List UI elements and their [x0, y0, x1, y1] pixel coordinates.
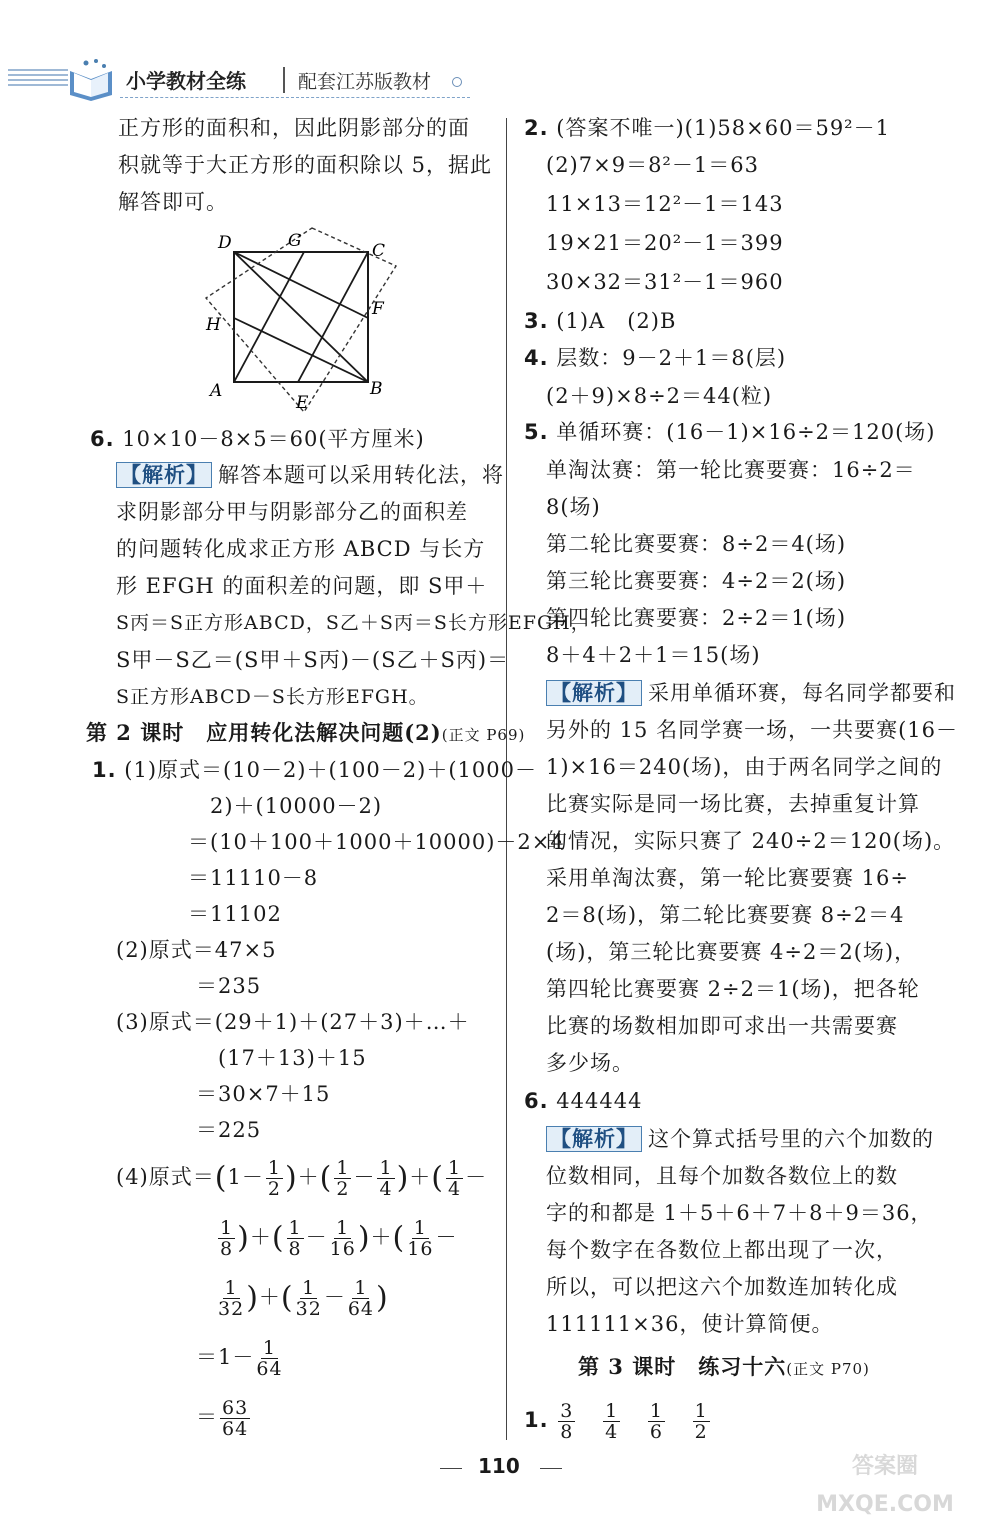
q4-line-1	[524, 343, 786, 373]
q6-left-answer: 10×10－8×5＝60(平方厘米)	[122, 427, 425, 451]
q1-number: 1.	[92, 758, 117, 782]
q5-line-4: 第二轮比赛要赛：8÷2＝4(场)	[546, 532, 847, 556]
frac-1-32: $\frac{1}{32}$	[218, 1277, 245, 1320]
analysis-tag: 【解析】	[116, 462, 212, 488]
frac-1-2b: $\frac{1}{2}$	[336, 1157, 350, 1200]
q1-line-5: ＝11102	[188, 902, 282, 926]
q3-number: 3.	[524, 309, 549, 333]
label-f: F	[372, 299, 384, 319]
q1-part4-line-4: ＝1－ $\frac{1}{64}$	[196, 1337, 283, 1380]
q2-line-5: 30×32＝31²－1＝960	[546, 270, 784, 294]
q5-analysis-line-11: 多少场。	[546, 1051, 634, 1075]
q2-line-2: (2)7×9＝8²－1＝63	[546, 153, 759, 177]
q5-line-6: 第四轮比赛要赛：2÷2＝1(场)	[546, 606, 847, 630]
q5-analysis-line-1	[546, 678, 956, 708]
frac-1-2: $\frac{1}{2}$	[694, 1400, 708, 1443]
q5-line-2: 单淘汰赛：第一轮比赛要赛：16÷2＝	[546, 458, 916, 482]
q1-part4-line-5: ＝ $\frac{63}{64}$	[196, 1397, 249, 1440]
label-d: D	[218, 233, 232, 253]
q1-line-7: ＝235	[196, 974, 262, 998]
q5-analysis-line-8: (场)，第三轮比赛要赛 4÷2＝2(场)，	[546, 940, 917, 964]
q1-right-line	[524, 1398, 712, 1442]
lesson3-title: 第 3 课时 练习十六	[578, 1354, 787, 1379]
frac-63-64: $\frac{63}{64}$	[222, 1397, 249, 1440]
frac-1-6: $\frac{1}{6}$	[649, 1400, 663, 1443]
analysis-text: 解答本题可以采用转化法，将	[218, 463, 504, 487]
header-underline	[120, 97, 470, 98]
q1-line-6: (2)原式＝47×5	[116, 938, 277, 962]
label-e: E	[296, 393, 309, 412]
q6-left	[90, 424, 425, 454]
frac-1-8b: $\frac{1}{8}$	[288, 1217, 302, 1260]
q1-line-8: (3)原式＝(29＋1)＋(27＋3)＋…＋	[116, 1010, 470, 1034]
q5-analysis-line-3: 1)×16＝240(场)，由于两名同学之间的	[546, 755, 943, 779]
q5-line-3: 8(场)	[546, 495, 601, 519]
q2-text: (答案不唯一)(1)58×60＝59²－1	[556, 116, 890, 140]
q5-line-5: 第三轮比赛要赛：4÷2＝2(场)	[546, 569, 847, 593]
intro-line-2: 积就等于大正方形的面积除以 5，据此	[118, 153, 493, 177]
q6r-analysis-line-1	[546, 1124, 934, 1154]
q6r-analysis-line-3: 字的和都是 1＋5＋6＋7＋8＋9＝36，	[546, 1201, 933, 1225]
q2-line-4: 19×21＝20²－1＝399	[546, 231, 784, 255]
lesson2-ref: (正文 P69)	[441, 726, 526, 744]
label-a: A	[210, 381, 223, 401]
q2-number: 2.	[524, 116, 549, 140]
header-stripes	[8, 69, 68, 89]
q5-analysis-line-5: 的情况，实际只赛了 240÷2＝120(场)。	[546, 829, 956, 853]
watermark: 答案圈 MXQE.COM	[816, 1454, 954, 1517]
q3-text: (1)A (2)B	[556, 309, 677, 333]
q6-analysis-line-2: 求阴影部分甲与阴影部分乙的面积差	[116, 500, 468, 524]
frac-1-4: $\frac{1}{4}$	[605, 1400, 619, 1443]
frac-1-4: $\frac{1}{4}$	[379, 1157, 393, 1200]
q5-line-1	[524, 417, 936, 447]
frac-1-64: $\frac{1}{64}$	[347, 1277, 374, 1320]
seg-h-f	[234, 318, 368, 324]
q6r-analysis-line-5: 所以，可以把这六个加数连加转化成	[546, 1275, 898, 1299]
footer-dash-left	[440, 1468, 462, 1469]
frac-1-32b: $\frac{1}{32}$	[295, 1277, 322, 1320]
q6-left-number: 6.	[90, 427, 115, 451]
q1-part4-line-2: $\frac{1}{8}$ )＋( $\frac{1}{8}$ － $\frac{1}{16}$ )＋( $\frac{1}{16}$ －	[220, 1217, 458, 1260]
seg-h-b	[234, 318, 368, 382]
q1-part4-line-3: $\frac{1}{32}$ )＋( $\frac{1}{32}$ － $\frac{1}{64}$ )	[218, 1277, 389, 1320]
square-figure	[200, 226, 400, 412]
q6r-analysis-line-6: 111111×36，使计算简便。	[546, 1312, 834, 1336]
header-title: 小学教材全练	[126, 69, 246, 93]
q6-analysis-line-3: 的问题转化成求正方形 ABCD 与长方	[116, 537, 486, 561]
label-c: C	[372, 241, 386, 261]
analysis-text: 这个算式括号里的六个加数的	[648, 1127, 934, 1151]
q6-right-line	[524, 1086, 642, 1116]
header-dot	[452, 77, 462, 87]
seg-g-a	[234, 252, 304, 382]
header-subtitle: 配套江苏版教材	[298, 71, 432, 93]
page-header	[0, 55, 981, 105]
q1-line-11: ＝225	[196, 1118, 262, 1142]
q4-line-2: (2＋9)×8÷2＝44(粒)	[546, 384, 773, 408]
q2-line-1	[524, 113, 890, 143]
analysis-tag: 【解析】	[546, 680, 642, 706]
q1-line-1	[92, 755, 537, 785]
lesson2-title: 第 2 课时 应用转化法解决问题(2)	[86, 720, 442, 745]
q1-line-10: ＝30×7＋15	[196, 1082, 331, 1106]
page-number: 110	[478, 1454, 520, 1478]
q6r-analysis-line-2: 位数相同，且每个加数各数位上的数	[546, 1164, 898, 1188]
q5-number: 5.	[524, 420, 549, 444]
q6-right-number: 6.	[524, 1089, 549, 1113]
lesson3-ref: (正文 P70)	[786, 1360, 870, 1378]
intro-line-1: 正方形的面积和，因此阴影部分的面	[118, 116, 470, 140]
q1-line-4: ＝11110－8	[188, 866, 319, 890]
q1-line-2: 2)＋(10000－2)	[210, 794, 383, 818]
label-g: G	[288, 231, 302, 251]
header-divider	[283, 67, 285, 93]
line-d-b	[234, 252, 368, 382]
q6-analysis-line-6: S甲－S乙＝(S甲＋S丙)－(S乙＋S丙)＝	[116, 648, 510, 672]
frac-1-8: $\frac{1}{8}$	[220, 1217, 234, 1260]
q5-analysis-line-7: 2＝8(场)，第二轮比赛要赛 8÷2＝4	[546, 903, 905, 927]
q1-text: (1)原式＝(10－2)＋(100－2)＋(1000－	[124, 758, 537, 782]
book-logo-icon	[66, 57, 116, 101]
seg-d-f	[234, 252, 368, 318]
intro-line-3: 解答即可。	[118, 190, 228, 214]
q6r-analysis-line-4: 每个数字在各数位上都出现了一次，	[546, 1238, 898, 1262]
q5-analysis-line-10: 比赛的场数相加即可求出一共需要赛	[546, 1014, 898, 1038]
q1-part4-line-1: (4)原式＝(1－ $\frac{1}{2}$ )＋( $\frac{1}{2}$ － $\frac{1}{4}$ )＋( $\frac{1}{4}$ －	[116, 1157, 488, 1200]
q5-analysis-line-2: 另外的 15 名同学赛一场，一共要赛(16－	[546, 718, 958, 742]
q2-line-3: 11×13＝12²－1＝143	[546, 192, 784, 216]
q6-analysis-line-5: S丙＝S正方形ABCD，S乙＋S丙＝S长方形EFGH，	[116, 612, 591, 634]
frac-1-4b: $\frac{1}{4}$	[448, 1157, 462, 1200]
lesson2-heading	[86, 718, 525, 750]
frac-1-16b: $\frac{1}{16}$	[407, 1217, 434, 1260]
q5-line-7: 8＋4＋2＋1＝15(场)	[546, 643, 761, 667]
q6-analysis-line-7: S正方形ABCD－S长方形EFGH。	[116, 686, 429, 708]
label-b: B	[370, 379, 383, 399]
q1-line-3: ＝(10＋100＋1000＋10000)－2×4	[188, 830, 565, 854]
q5-analysis-line-9: 第四轮比赛要赛 2÷2＝1(场)，把各轮	[546, 977, 920, 1001]
frac-3-8: $\frac{3}{8}$	[560, 1400, 574, 1443]
footer-dash-right	[540, 1468, 562, 1469]
q6-analysis-line-1	[116, 460, 504, 490]
q1-right-number: 1.	[524, 1408, 549, 1432]
q1-line-9: (17＋13)＋15	[218, 1046, 367, 1070]
analysis-text: 采用单循环赛，每名同学都要和	[648, 681, 956, 705]
label-h: H	[206, 315, 221, 335]
seg-c-e	[298, 252, 368, 382]
q4-number: 4.	[524, 346, 549, 370]
frac-1-2: $\frac{1}{2}$	[267, 1157, 281, 1200]
q6-right-answer: 444444	[556, 1089, 643, 1113]
q5-analysis-line-6: 采用单淘汰赛，第一轮比赛要赛 16÷	[546, 866, 909, 890]
part4-label: (4)原式＝	[116, 1165, 215, 1189]
q4-text: 层数：9－2＋1＝8(层)	[556, 346, 787, 370]
q5-text: 单循环赛：(16－1)×16÷2＝120(场)	[556, 420, 936, 444]
q5-analysis-line-4: 比赛实际是同一场比赛，去掉重复计算	[546, 792, 920, 816]
q3-line	[524, 306, 676, 336]
q6-analysis-line-4: 形 EFGH 的面积差的问题，即 S甲＋	[116, 574, 488, 598]
frac-1-16: $\frac{1}{16}$	[329, 1217, 356, 1260]
frac-1-64b: $\frac{1}{64}$	[256, 1337, 283, 1380]
analysis-tag: 【解析】	[546, 1126, 642, 1152]
lesson3-heading	[578, 1352, 870, 1384]
